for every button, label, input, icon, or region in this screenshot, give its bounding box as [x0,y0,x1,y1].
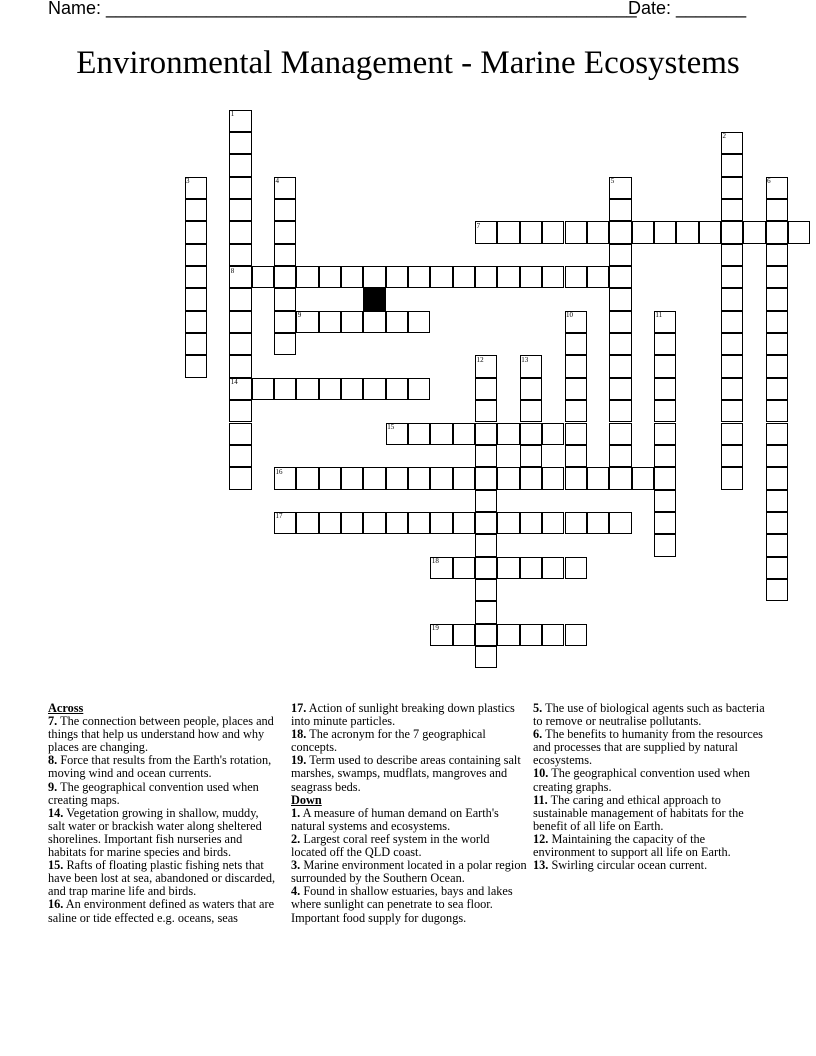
clue-text: Term used to describe areas containing salt marshes, swamps, mudflats, mangroves and seagrass beds. [291,753,521,794]
crossword-cell[interactable] [766,378,788,400]
crossword-cell[interactable] [520,266,542,288]
crossword-cell[interactable] [229,221,251,243]
clue-number: 9. [48,779,58,794]
clue-number-label: 12 [476,355,484,364]
crossword-cell[interactable] [609,400,631,422]
across-heading: Across [48,701,84,715]
clue-text: The benefits to humanity from the resources and processes that are supplied by natural ecosystems. [533,727,763,768]
crossword-cell[interactable] [766,579,788,601]
crossword-cell[interactable] [363,512,385,534]
crossword-cell[interactable] [587,467,609,489]
clue-text: The geographical convention used when creating maps. [48,779,259,807]
crossword-cell[interactable] [609,311,631,333]
clue-item [533,702,769,728]
crossword-cell[interactable] [386,512,408,534]
clue-text: The geographical convention used when creating graphs. [533,766,750,794]
clue-number-label: 2 [722,132,726,141]
crossword-cell[interactable] [654,400,676,422]
crossword-cell[interactable] [609,221,631,243]
crossword-cell[interactable] [721,199,743,221]
crossword-cell[interactable] [274,378,296,400]
clue-number: 14. [48,805,64,820]
crossword-cell[interactable] [408,467,430,489]
crossword-cell[interactable] [766,534,788,556]
crossword-cell[interactable] [542,266,564,288]
crossword-cell[interactable] [497,557,519,579]
clue-number: 16. [48,897,64,912]
crossword-cell[interactable] [408,423,430,445]
crossword-cell[interactable] [475,646,497,668]
crossword-cell[interactable] [587,512,609,534]
crossword-cell[interactable] [609,378,631,400]
crossword-cell[interactable] [654,467,676,489]
crossword-cell[interactable] [475,624,497,646]
crossword-cell[interactable] [430,467,452,489]
crossword-cell[interactable] [229,154,251,176]
crossword-cell[interactable] [721,378,743,400]
crossword-cell[interactable] [453,423,475,445]
clue-text: Vegetation growing in shallow, muddy, salt water or brackish water along sheltered shorelines. Important fish nurseries and habitats for marine species and birds. [48,805,262,860]
crossword-cell[interactable] [721,400,743,422]
crossword-cell[interactable] [766,467,788,489]
crossword-cell[interactable] [185,311,207,333]
clue-text: The acronym for the 7 geographical concepts. [291,727,486,755]
crossword-cell[interactable] [766,333,788,355]
crossword-cell[interactable] [229,355,251,377]
crossword-cell[interactable] [654,445,676,467]
clues-column-3 [533,702,769,872]
crossword-cell[interactable] [766,512,788,534]
clue-number-label: 9 [297,311,302,320]
crossword-cell[interactable] [609,266,631,288]
crossword-cell[interactable] [699,221,721,243]
clue-number: 7. [48,714,58,729]
crossword-cell[interactable] [654,378,676,400]
clue-number: 4. [291,884,301,899]
crossword-cell[interactable] [408,378,430,400]
crossword-cell[interactable] [766,221,788,243]
crossword-cell[interactable] [565,378,587,400]
crossword-cell[interactable] [654,355,676,377]
clue-item [48,898,278,924]
crossword-cell[interactable] [296,378,318,400]
crossword-cell[interactable] [363,311,385,333]
clue-text: Found in shallow estuaries, bays and lakes where sunlight can penetrate to sea floor. Important food supply for dugongs. [291,884,513,925]
crossword-cell[interactable] [565,467,587,489]
crossword-cell[interactable] [185,244,207,266]
clue-number-label: 16 [275,467,283,476]
crossword-cell[interactable] [766,490,788,512]
crossword-cell[interactable] [565,355,587,377]
clue-number-label: 15 [387,423,395,431]
crossword-cell[interactable] [475,467,497,489]
crossword-cell[interactable] [721,333,743,355]
crossword-cell[interactable] [408,512,430,534]
clue-item [48,807,278,859]
crossword-cell[interactable] [497,467,519,489]
clue-item [533,794,769,833]
crossword-cell[interactable] [766,244,788,266]
clue-number: 5. [533,701,543,715]
clue-text: The use of biological agents such as bacteria to remove or neutralise pollutants. [533,701,765,729]
crossword-cell[interactable] [721,288,743,310]
crossword-cell[interactable] [185,221,207,243]
crossword-cell[interactable] [386,378,408,400]
crossword-cell[interactable] [229,311,251,333]
crossword-cell[interactable] [341,467,363,489]
crossword-cell[interactable] [274,288,296,310]
clue-number: 8. [48,753,58,768]
crossword-cell[interactable] [185,333,207,355]
crossword-cell[interactable] [386,467,408,489]
crossword-cell[interactable] [341,311,363,333]
crossword-cell[interactable] [497,221,519,243]
crossword-cell[interactable] [229,199,251,221]
clue-item [291,728,527,754]
crossword-cell[interactable] [408,266,430,288]
crossword-cell[interactable] [229,288,251,310]
clue-number-label: 4 [275,177,279,186]
crossword-cell[interactable] [229,333,251,355]
crossword-cell[interactable] [229,467,251,489]
clue-number: 3. [291,858,301,873]
crossword-cell[interactable] [274,199,296,221]
crossword-cell[interactable] [565,512,587,534]
crossword-cell[interactable] [475,266,497,288]
clue-text: Swirling circular ocean current. [551,858,708,873]
crossword-cell[interactable] [766,423,788,445]
crossword-cell[interactable] [185,288,207,310]
crossword-cell[interactable] [475,534,497,556]
crossword-cell[interactable] [475,378,497,400]
crossword-cell[interactable] [654,333,676,355]
clue-item [291,702,527,728]
crossword-cell[interactable] [252,378,274,400]
crossword-cell[interactable] [632,221,654,243]
clue-number: 19. [291,753,307,768]
crossword-cell[interactable] [453,557,475,579]
crossword-cell[interactable] [185,355,207,377]
crossword-cell[interactable] [609,467,631,489]
crossword-cell[interactable] [430,512,452,534]
clue-number-label: 8 [230,266,235,275]
crossword-cell[interactable] [609,333,631,355]
clue-item [291,833,527,859]
clue-number: 11. [533,792,548,807]
crossword-cell[interactable] [542,423,564,445]
crossword-cell[interactable] [475,490,497,512]
crossword-cell[interactable] [229,132,251,154]
clue-item [533,767,769,793]
date-field-label: Date: _______ [628,0,747,18]
clue-text: Largest coral reef system in the world located off the QLD coast. [291,831,490,860]
crossword-cell[interactable] [766,557,788,579]
crossword-cell[interactable] [229,423,251,445]
crossword-cell[interactable] [565,423,587,445]
crossword-cell[interactable] [185,199,207,221]
crossword-cell[interactable] [565,400,587,422]
crossword-cell[interactable] [319,512,341,534]
clues-column-2 [291,702,527,925]
crossword-cell[interactable] [565,333,587,355]
crossword-cell[interactable] [520,624,542,646]
crossword-cell[interactable] [721,221,743,243]
crossword-cell[interactable] [475,557,497,579]
crossword-cell[interactable] [766,288,788,310]
crossword-cell[interactable] [542,624,564,646]
crossword-cell[interactable] [408,311,430,333]
clue-text: The connection between people, places and things that help us understand how and why places are changing. [48,714,274,755]
clue-number: 6. [533,727,543,742]
crossword-cell[interactable] [609,199,631,221]
crossword-cell[interactable] [497,512,519,534]
clue-number-label: 14 [230,378,238,387]
crossword-cell[interactable] [229,400,251,422]
crossword-cell[interactable] [654,221,676,243]
clue-number-label: 7 [476,221,481,230]
crossword-cell[interactable] [565,445,587,467]
crossword-cell[interactable] [565,266,587,288]
crossword-cell[interactable] [766,355,788,377]
crossword-cell[interactable] [386,311,408,333]
crossword-cell[interactable] [475,579,497,601]
crossword-cell[interactable] [274,244,296,266]
crossword-cell[interactable] [721,177,743,199]
crossword-cell[interactable] [542,467,564,489]
crossword-cell[interactable] [274,266,296,288]
crossword-cell[interactable] [565,624,587,646]
clue-item [48,859,278,898]
crossword-cell[interactable] [654,490,676,512]
crossword-cell[interactable] [341,266,363,288]
clue-number-label: 11 [655,311,663,320]
crossword-cell[interactable] [453,266,475,288]
crossword-cell[interactable] [319,378,341,400]
crossword-cell[interactable] [252,266,274,288]
clue-text: An environment defined as waters that are saline or tide effected e.g. oceans, seas [48,897,275,925]
clue-number-label: 13 [521,355,529,364]
clue-number: 17. [291,701,307,715]
crossword-cell[interactable] [497,266,519,288]
crossword-cell[interactable] [609,288,631,310]
crossword-cell[interactable] [296,467,318,489]
crossword-cell[interactable] [520,423,542,445]
clue-number-label: 18 [431,557,439,566]
page-title: Environmental Management - Marine Ecosystems [76,45,740,81]
crossword-cell[interactable] [788,221,810,243]
clue-item [291,754,527,793]
crossword-cell[interactable] [520,467,542,489]
clue-item [291,859,527,885]
clue-text: A measure of human demand on Earth's natural systems and ecosystems. [291,805,499,833]
crossword-cell[interactable] [721,423,743,445]
clue-number: 2. [291,831,301,846]
crossword-cell[interactable] [520,221,542,243]
crossword-cell[interactable] [766,266,788,288]
crossword-cell[interactable] [453,624,475,646]
crossword-cell[interactable] [542,221,564,243]
crossword-cell[interactable] [475,423,497,445]
crossword-cell[interactable] [229,177,251,199]
crossword-cell[interactable] [654,512,676,534]
crossword-cell[interactable] [721,154,743,176]
crossword-cell[interactable] [430,423,452,445]
crossword-cell[interactable] [497,423,519,445]
clue-number-label: 5 [610,177,615,186]
crossword-cell[interactable] [185,266,207,288]
crossword-cell[interactable] [609,445,631,467]
clue-item [48,754,278,780]
clue-item [291,807,527,833]
clue-number: 1. [291,805,301,820]
crossword-cell[interactable] [743,221,765,243]
clue-text: The caring and ethical approach to sustainable management of habitats for the benefit of all life on Earth. [533,792,744,833]
crossword-cell[interactable] [363,378,385,400]
clue-number: 13. [533,858,549,873]
crossword-cell[interactable] [475,601,497,623]
crossword-cell[interactable] [341,378,363,400]
crossword-cell[interactable] [520,400,542,422]
clue-number-label: 3 [186,177,190,186]
crossword-cell[interactable] [721,445,743,467]
crossword-cell[interactable] [229,244,251,266]
crossword-cell[interactable] [766,445,788,467]
crossword-cell[interactable] [386,266,408,288]
clues-column-1 [48,702,278,925]
crossword-cell[interactable] [520,557,542,579]
crossword-cell[interactable] [654,423,676,445]
crossword-cell[interactable] [520,445,542,467]
clue-item [48,781,278,807]
crossword-cell[interactable] [296,512,318,534]
clue-number: 18. [291,727,307,742]
crossword-cell[interactable] [565,221,587,243]
clue-item [533,728,769,767]
clue-number: 15. [48,858,64,873]
crossword-cell[interactable] [274,311,296,333]
crossword-cell[interactable] [475,512,497,534]
crossword-cell[interactable] [319,266,341,288]
crossword-cell[interactable] [721,266,743,288]
crossword-cell[interactable] [632,467,654,489]
clue-item [291,885,527,924]
clue-text: Maintaining the capacity of the environment to support all life on Earth. [533,831,731,860]
crossword-cell[interactable] [453,512,475,534]
clue-text: Action of sunlight breaking down plastics into minute particles. [291,701,515,729]
crossword-cell[interactable] [609,423,631,445]
crossword-cell[interactable] [497,624,519,646]
crossword-cell[interactable] [609,355,631,377]
clue-item [533,833,769,859]
crossword-cell[interactable] [319,467,341,489]
clue-number-label: 10 [566,311,573,320]
crossword-cell[interactable] [721,311,743,333]
clue-text: Rafts of floating plastic fishing nets that have been lost at sea, abandoned or discarded, and trap marine life and birds. [48,858,276,899]
clue-number-label: 19 [431,624,439,633]
crossword-cell[interactable] [609,244,631,266]
crossword-cell[interactable] [565,557,587,579]
down-heading: Down [291,792,322,807]
clue-item [48,715,278,754]
clue-number: 10. [533,766,549,781]
crossword-cell[interactable] [766,400,788,422]
crossword-cell[interactable] [676,221,698,243]
crossword-cell[interactable] [721,467,743,489]
clue-number-label: 1 [230,110,235,119]
crossword-cell[interactable] [319,311,341,333]
crossword-cell[interactable] [296,266,318,288]
crossword-cell[interactable] [766,199,788,221]
clue-item [533,859,769,872]
crossword-cell[interactable] [475,445,497,467]
clue-text: Marine environment located in a polar region surrounded by the Southern Ocean. [291,858,527,886]
crossword-cell[interactable] [542,512,564,534]
clue-number: 12. [533,831,549,846]
name-field-label: Name: _____________________________________________________ [48,0,637,18]
crossword-cell[interactable] [274,221,296,243]
crossword-cell[interactable] [587,221,609,243]
clue-number-label: 17 [275,512,283,521]
crossword-cell[interactable] [520,512,542,534]
crossword-cell[interactable] [430,266,452,288]
crossword-cell[interactable] [766,311,788,333]
crossword-cell[interactable] [475,400,497,422]
crossword-cell[interactable] [721,244,743,266]
clue-number-label: 6 [767,177,771,186]
crossword-block [363,288,385,310]
crossword-cell[interactable] [721,355,743,377]
crossword-cell[interactable] [363,467,385,489]
clue-text: Force that results from the Earth's rotation, moving wind and ocean currents. [48,753,272,781]
crossword-cell[interactable] [654,534,676,556]
crossword-cell[interactable] [274,333,296,355]
crossword-cell[interactable] [229,445,251,467]
crossword-cell[interactable] [520,378,542,400]
crossword-cell[interactable] [587,266,609,288]
crossword-cell[interactable] [542,557,564,579]
crossword-cell[interactable] [609,512,631,534]
crossword-cell[interactable] [363,266,385,288]
crossword-cell[interactable] [341,512,363,534]
crossword-cell[interactable] [453,467,475,489]
